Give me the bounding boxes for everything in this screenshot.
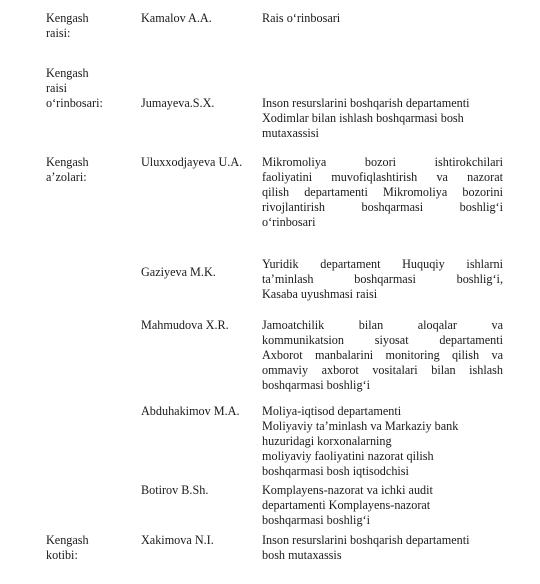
position-line: boshqarmasi boshlig‘i xyxy=(262,378,370,392)
role-line: raisi xyxy=(46,81,67,95)
role-line: Kengash xyxy=(46,155,89,169)
role-line: o‘rinbosari: xyxy=(46,96,103,110)
position-line: Xodimlar bilan ishlash boshqarmasi bosh xyxy=(262,111,464,125)
role-line: Kengash xyxy=(46,11,89,25)
position-line: qilish departamenti Mikromoliya bozorini xyxy=(262,185,503,199)
position-line: moliyaviy faoliyatini nazorat qilish xyxy=(262,449,434,463)
position-line: huzuridagi korxonalarning xyxy=(262,434,392,448)
role-line: Kengash xyxy=(46,66,89,80)
member-position xyxy=(262,483,503,528)
position-line: departamenti Komplayens-nazorat xyxy=(262,498,431,512)
role-line: raisi: xyxy=(46,26,71,40)
position-line: boshqarmasi bosh iqtisodchisi xyxy=(262,464,409,478)
member-position xyxy=(262,533,503,563)
position-line: bosh mutaxassis xyxy=(262,548,342,562)
member-name: Kamalov A.A. xyxy=(141,11,212,25)
member-position xyxy=(262,155,503,230)
member-name: Uluxxodjayeva U.A. xyxy=(141,155,243,169)
position-line: Moliya-iqtisod departamenti xyxy=(262,404,402,418)
position-line: Kasaba uyushmasi raisi xyxy=(262,287,378,301)
member-name: Botirov B.Sh. xyxy=(141,483,209,497)
position-line: kommunikatsion siyosat departamenti xyxy=(262,333,503,347)
member-name: Jumayeva.S.X. xyxy=(141,96,215,110)
member-position xyxy=(262,11,503,26)
member-name: Gaziyeva M.K. xyxy=(141,265,216,279)
member-name: Xakimova N.I. xyxy=(141,533,214,547)
position-line: Axborot manbalarini monitoring qilish va xyxy=(262,348,503,362)
position-line: Jamoatchilik bilan aloqalar va xyxy=(262,318,503,332)
member-name: Abduhakimov M.A. xyxy=(141,404,240,418)
member-position xyxy=(262,96,503,141)
position-line: faoliyatini muvofiqlashtirish va nazorat xyxy=(262,170,503,184)
member-position xyxy=(262,404,503,479)
role-label-members xyxy=(46,155,136,185)
position-line: Komplayens-nazorat va ichki audit xyxy=(262,483,433,497)
position-line: Mikromoliya bozori ishtirokchilari xyxy=(262,155,503,169)
role-line: Kengash xyxy=(46,533,89,547)
member-position xyxy=(262,318,503,393)
position-line: Moliyaviy ta’minlash va Markaziy bank xyxy=(262,419,459,433)
position-line: boshqarmasi boshlig‘i xyxy=(262,513,370,527)
role-label-secretary xyxy=(46,533,136,563)
position-line: Inson resurslarini boshqarish departamenti xyxy=(262,533,470,547)
position-line: o‘rinbosari xyxy=(262,215,316,229)
role-label-vice-chairman xyxy=(46,66,136,111)
position-line: Inson resurslarini boshqarish departamenti xyxy=(262,96,470,110)
position-line: mutaxassisi xyxy=(262,126,319,140)
position-line: rivojlantirish boshqarmasi boshlig‘i xyxy=(262,200,503,214)
role-line: a’zolari: xyxy=(46,170,87,184)
role-label-chairman xyxy=(46,11,136,41)
position-line: ommaviy axborot vositalari bilan ishlash xyxy=(262,363,503,377)
member-name: Mahmudova X.R. xyxy=(141,318,229,332)
member-position xyxy=(262,257,503,302)
position-line: Rais o‘rinbosari xyxy=(262,11,341,25)
role-line: kotibi: xyxy=(46,548,78,562)
position-line: ta’minlash boshqarmasi boshlig‘i, xyxy=(262,272,503,286)
position-line: Yuridik departament Huquqiy ishlarni xyxy=(262,257,503,271)
